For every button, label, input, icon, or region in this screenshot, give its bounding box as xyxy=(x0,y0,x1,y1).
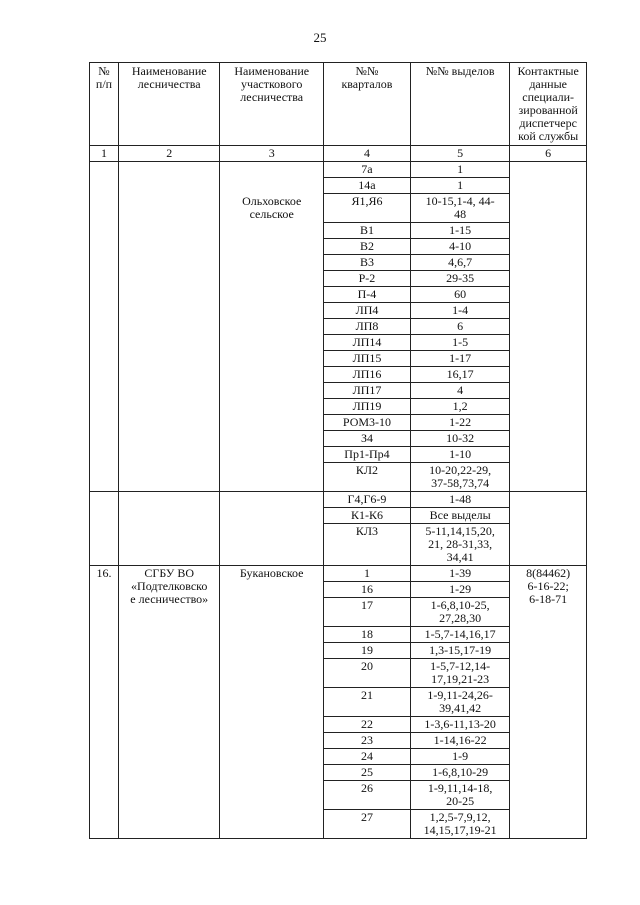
quarter-cell: В3 xyxy=(323,255,410,271)
sections-cell: 1 xyxy=(410,162,509,178)
sections-cell: 1-5 xyxy=(410,335,509,351)
sections-cell: Все выделы xyxy=(410,508,509,524)
quarter-cell: 18 xyxy=(323,627,410,643)
subforestry-cell: Ольховское сельское xyxy=(220,194,324,492)
column-number: 4 xyxy=(323,146,410,162)
quarter-cell: ЛП16 xyxy=(323,367,410,383)
sections-cell: 1-3,6-11,13-20 xyxy=(410,717,509,733)
quarter-cell: 26 xyxy=(323,781,410,810)
quarter-cell: РОМ3-10 xyxy=(323,415,410,431)
quarter-cell: КЛ2 xyxy=(323,463,410,492)
forestry-cell xyxy=(118,492,219,566)
quarter-cell: 21 xyxy=(323,688,410,717)
quarter-cell: 25 xyxy=(323,765,410,781)
header-cell-subforestry: Наименование участкового лесничества xyxy=(220,63,324,146)
contact-cell xyxy=(510,162,587,492)
column-number-row xyxy=(90,146,587,162)
quarter-cell: ЛП19 xyxy=(323,399,410,415)
quarter-cell: ЛП15 xyxy=(323,351,410,367)
sections-cell: 1-29 xyxy=(410,582,509,598)
header-row xyxy=(90,63,587,146)
sections-cell: 1-4 xyxy=(410,303,509,319)
number-cell: 16. xyxy=(90,566,119,839)
sections-cell: 1-10 xyxy=(410,447,509,463)
sections-cell: 1-48 xyxy=(410,492,509,508)
sections-cell: 1 xyxy=(410,178,509,194)
sections-cell: 1-14,16-22 xyxy=(410,733,509,749)
sections-cell: 1-5,7-14,16,17 xyxy=(410,627,509,643)
sections-cell: 1-15 xyxy=(410,223,509,239)
quarter-cell: ЛП8 xyxy=(323,319,410,335)
column-number: 5 xyxy=(410,146,509,162)
table-row xyxy=(90,492,587,508)
number-cell xyxy=(90,162,119,492)
header-cell-forestry: Наименование лесничества xyxy=(118,63,219,146)
quarter-cell: Г4,Г6-9 xyxy=(323,492,410,508)
quarter-cell: К1-К6 xyxy=(323,508,410,524)
sections-cell: 1-9 xyxy=(410,749,509,765)
sections-cell: 4,6,7 xyxy=(410,255,509,271)
column-number: 3 xyxy=(220,146,324,162)
quarter-cell: В1 xyxy=(323,223,410,239)
column-number: 1 xyxy=(90,146,119,162)
sections-cell: 10-20,22-29, 37-58,73,74 xyxy=(410,463,509,492)
sections-cell: 1,3-15,17-19 xyxy=(410,643,509,659)
quarter-cell: ЛП14 xyxy=(323,335,410,351)
table-row xyxy=(90,566,587,582)
sections-cell: 1-17 xyxy=(410,351,509,367)
quarter-cell: 23 xyxy=(323,733,410,749)
contact-cell: 8(84462) 6-16-22; 6-18-71 xyxy=(510,566,587,839)
table-body xyxy=(90,162,587,839)
sections-cell: 16,17 xyxy=(410,367,509,383)
quarter-cell: 17 xyxy=(323,598,410,627)
subforestry-cell: Букановское xyxy=(220,566,324,839)
quarter-cell: ЛП4 xyxy=(323,303,410,319)
quarter-cell: З4 xyxy=(323,431,410,447)
sections-cell: 5-11,14,15,20, 21, 28-31,33, 34,41 xyxy=(410,524,509,566)
sections-cell: 10-32 xyxy=(410,431,509,447)
sections-cell: 1-6,8,10-25, 27,28,30 xyxy=(410,598,509,627)
forestry-cell: СГБУ ВО «Подтелковско е лесничество» xyxy=(118,566,219,839)
table-row xyxy=(90,162,587,178)
forestry-table xyxy=(89,62,587,839)
quarter-cell: 27 xyxy=(323,810,410,839)
subforestry-cell xyxy=(220,492,324,566)
quarter-cell: 1 xyxy=(323,566,410,582)
sections-cell: 1-9,11-24,26- 39,41,42 xyxy=(410,688,509,717)
sections-cell: 1-39 xyxy=(410,566,509,582)
sections-cell: 1,2,5-7,9,12, 14,15,17,19-21 xyxy=(410,810,509,839)
quarter-cell: 20 xyxy=(323,659,410,688)
sections-cell: 10-15,1-4, 44- 48 xyxy=(410,194,509,223)
sections-cell: 1-9,11,14-18, 20-25 xyxy=(410,781,509,810)
quarter-cell: ЛП17 xyxy=(323,383,410,399)
sections-cell: 1-22 xyxy=(410,415,509,431)
quarter-cell: Р-2 xyxy=(323,271,410,287)
header-cell-number: № п/п xyxy=(90,63,119,146)
header-cell-contact: Контактные данные специали- зированной диспетчерс кой службы xyxy=(510,63,587,146)
contact-cell xyxy=(510,492,587,566)
quarter-cell: 19 xyxy=(323,643,410,659)
sections-cell: 4 xyxy=(410,383,509,399)
page-number: 25 xyxy=(313,30,327,45)
forestry-cell xyxy=(118,162,219,492)
number-cell xyxy=(90,492,119,566)
quarter-cell: Я1,Я6 xyxy=(323,194,410,223)
quarter-cell: 24 xyxy=(323,749,410,765)
quarter-cell: 7а xyxy=(323,162,410,178)
sections-cell: 1-6,8,10-29 xyxy=(410,765,509,781)
subforestry-cell xyxy=(220,162,324,194)
sections-cell: 4-10 xyxy=(410,239,509,255)
sections-cell: 6 xyxy=(410,319,509,335)
column-number: 2 xyxy=(118,146,219,162)
header-cell-quarters: №№ кварталов xyxy=(323,63,410,146)
column-number: 6 xyxy=(510,146,587,162)
quarter-cell: КЛ3 xyxy=(323,524,410,566)
sections-cell: 1,2 xyxy=(410,399,509,415)
quarter-cell: П-4 xyxy=(323,287,410,303)
sections-cell: 60 xyxy=(410,287,509,303)
quarter-cell: 22 xyxy=(323,717,410,733)
quarter-cell: 14а xyxy=(323,178,410,194)
header-cell-sections: №№ выделов xyxy=(410,63,509,146)
sections-cell: 29-35 xyxy=(410,271,509,287)
sections-cell: 1-5,7-12,14- 17,19,21-23 xyxy=(410,659,509,688)
quarter-cell: 16 xyxy=(323,582,410,598)
quarter-cell: В2 xyxy=(323,239,410,255)
quarter-cell: Пр1-Пр4 xyxy=(323,447,410,463)
